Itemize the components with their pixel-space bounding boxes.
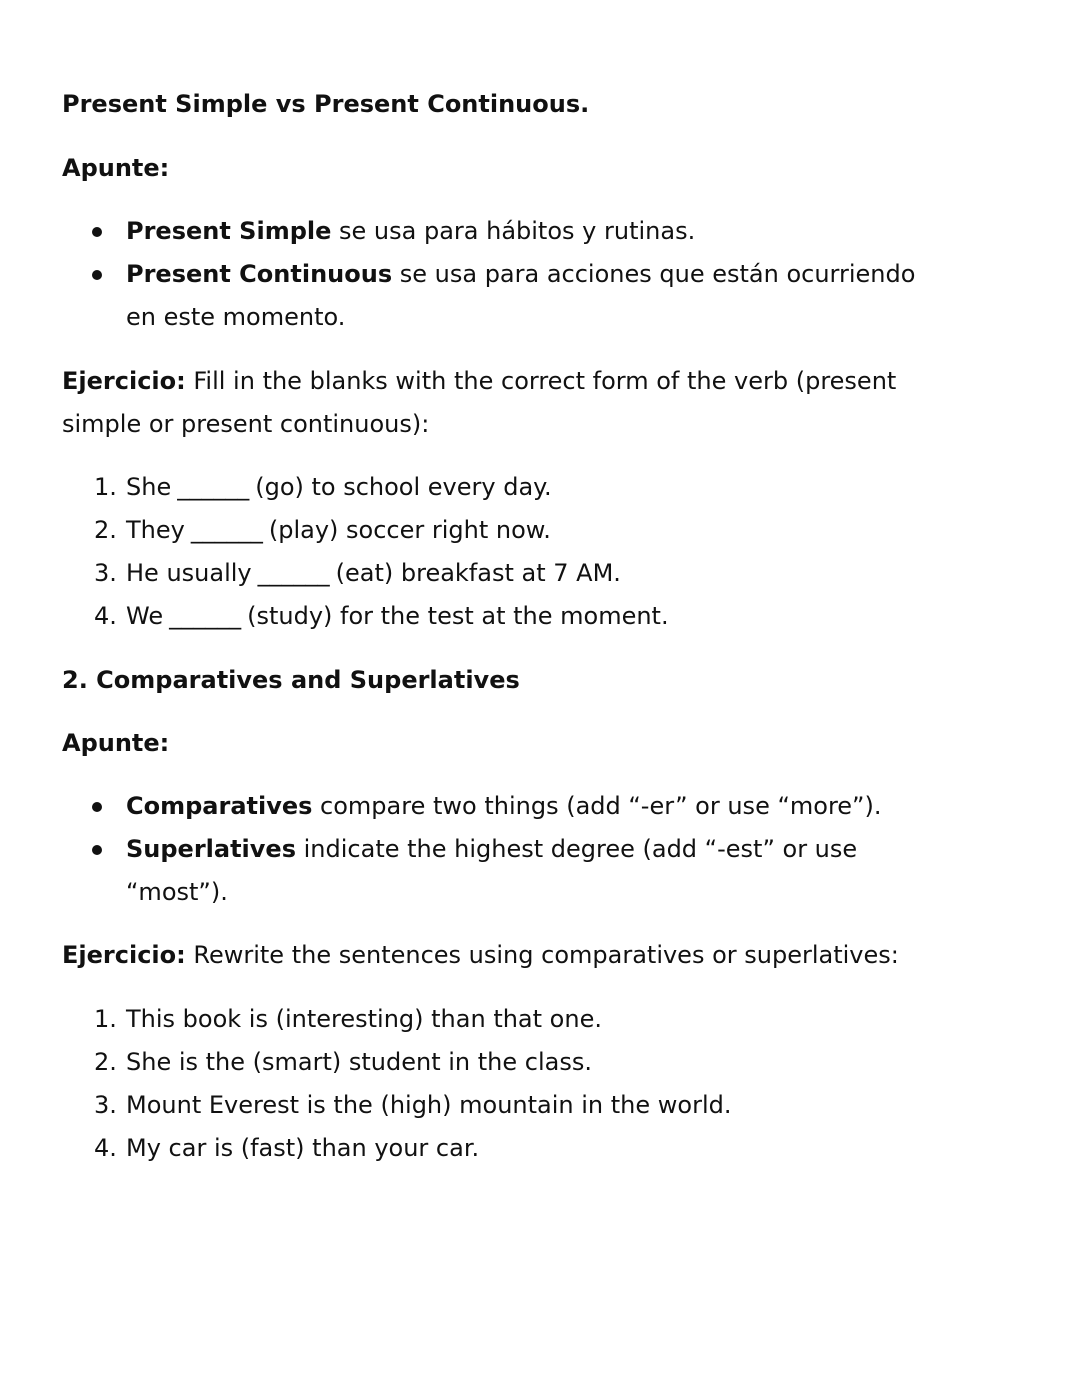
item-before: They	[126, 516, 185, 544]
section2-note-label: Apunte:	[62, 729, 170, 757]
list-item	[62, 509, 962, 552]
list-item	[62, 253, 946, 339]
bullet-icon	[92, 845, 102, 855]
item-before: He usually	[126, 559, 252, 587]
section1-notes-list	[62, 210, 962, 339]
item-number: 1.	[94, 473, 117, 501]
list-item	[62, 828, 886, 914]
note-term: Comparatives	[126, 792, 313, 820]
section2-exercise-list	[62, 998, 962, 1170]
item-number: 4.	[94, 602, 117, 630]
section2-exercise-instructions	[62, 934, 962, 977]
item-text: She is the (smart) student in the class.	[126, 1048, 592, 1076]
bullet-icon	[92, 227, 102, 237]
item-before: She	[126, 473, 172, 501]
item-number: 3.	[94, 1091, 117, 1119]
section1-exercise-list	[62, 466, 962, 638]
item-after: (eat) breakfast at 7 AM.	[335, 559, 621, 587]
list-item	[62, 552, 962, 595]
exercise-label: Ejercicio:	[62, 941, 186, 969]
list-item	[62, 466, 962, 509]
note-text: indicate the highest degree (add “-est” or use “most”).	[126, 835, 858, 906]
item-number: 1.	[94, 1005, 117, 1033]
section1-exercise-instructions	[62, 360, 912, 446]
note-term: Present Simple	[126, 217, 332, 245]
item-text: Mount Everest is the (high) mountain in the world.	[126, 1091, 732, 1119]
item-text: My car is (fast) than your car.	[126, 1134, 480, 1162]
item-after: (play) soccer right now.	[268, 516, 551, 544]
exercise-text: Rewrite the sentences using comparatives or superlatives:	[185, 941, 899, 969]
list-item	[62, 595, 962, 638]
section1-note-label: Apunte:	[62, 154, 170, 182]
bullet-icon	[92, 270, 102, 280]
item-after: (go) to school every day.	[255, 473, 552, 501]
item-number: 3.	[94, 559, 117, 587]
section1-title: Present Simple vs Present Continuous.	[62, 90, 590, 118]
list-item	[62, 998, 962, 1041]
section2-notes-list	[62, 785, 962, 914]
list-item	[62, 210, 962, 253]
list-item	[62, 1127, 962, 1170]
list-item	[62, 1084, 962, 1127]
item-number: 2.	[94, 516, 117, 544]
item-number: 2.	[94, 1048, 117, 1076]
item-after: (study) for the test at the moment.	[247, 602, 669, 630]
note-text: se usa para hábitos y rutinas.	[331, 217, 696, 245]
exercise-text: Fill in the blanks with the correct form of the verb (present simple or present continuous):	[62, 367, 897, 438]
exercise-label: Ejercicio:	[62, 367, 186, 395]
bullet-icon	[92, 802, 102, 812]
note-text: se usa para acciones que están ocurriendo en este momento.	[126, 260, 916, 331]
blank-line: ______	[190, 516, 263, 544]
note-term: Present Continuous	[126, 260, 393, 288]
item-before: We	[126, 602, 164, 630]
blank-line: ______	[177, 473, 250, 501]
section2-title: 2. Comparatives and Superlatives	[62, 666, 520, 694]
note-text: compare two things (add “-er” or use “more”).	[312, 792, 882, 820]
item-text: This book is (interesting) than that one.	[126, 1005, 602, 1033]
blank-line: ______	[169, 602, 242, 630]
item-number: 4.	[94, 1134, 117, 1162]
blank-line: ______	[257, 559, 330, 587]
list-item	[62, 785, 962, 828]
list-item	[62, 1041, 962, 1084]
note-term: Superlatives	[126, 835, 296, 863]
